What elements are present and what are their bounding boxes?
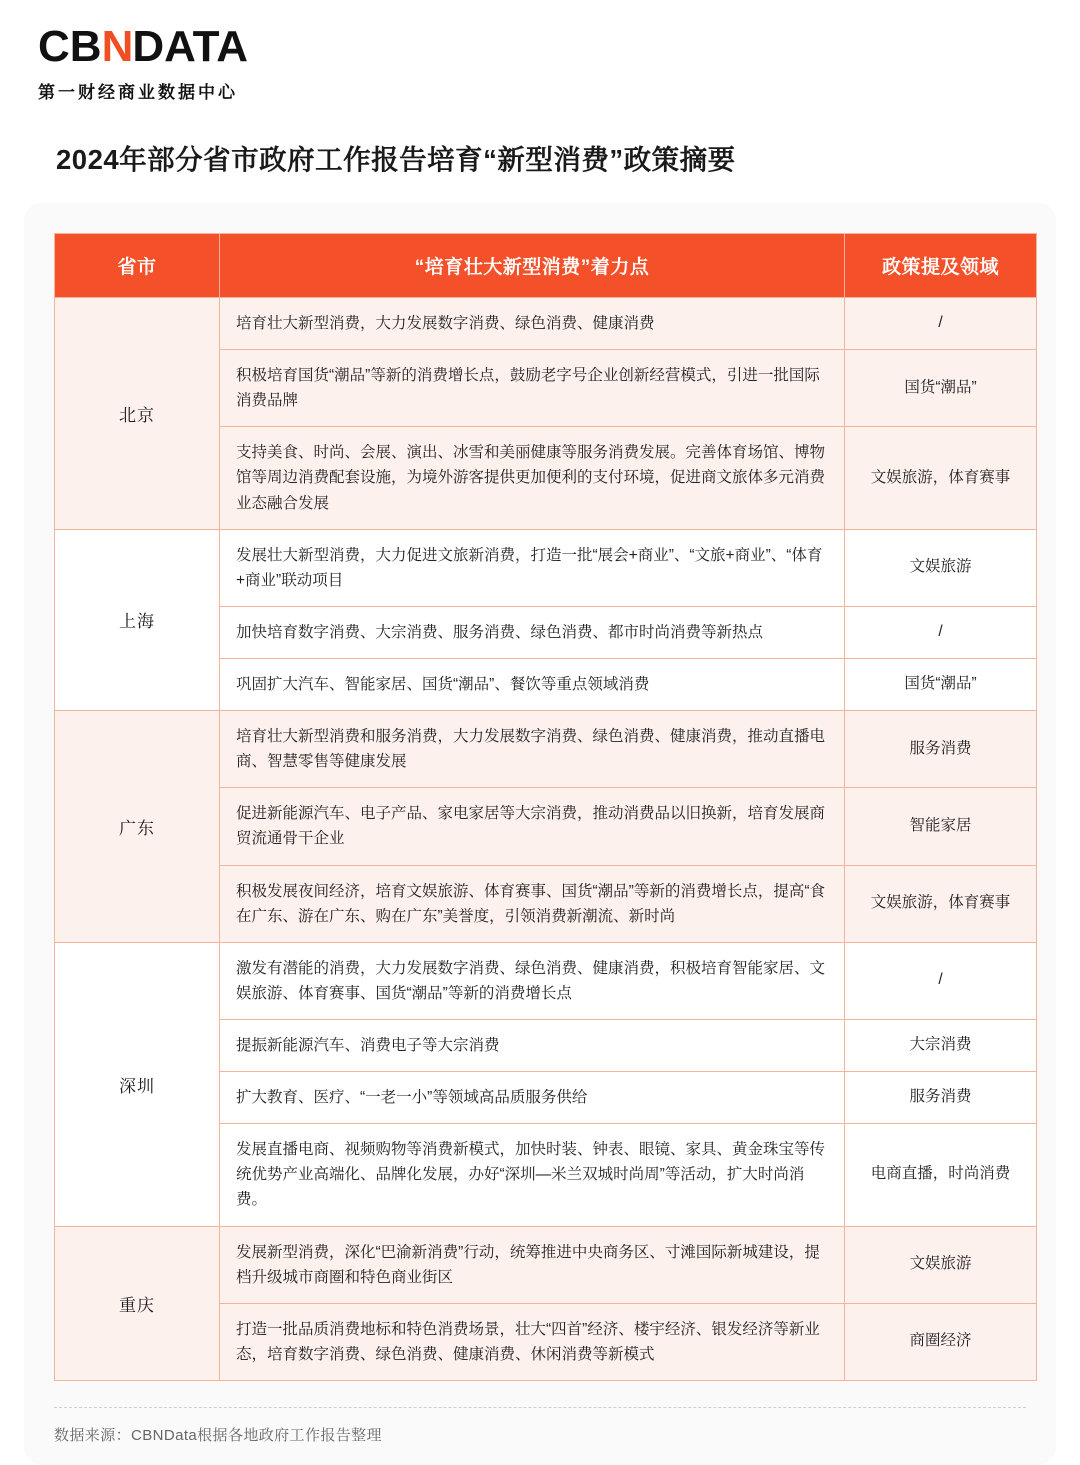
- cell-province: 深圳: [55, 942, 220, 1226]
- logo-text-data: DATA: [132, 22, 249, 71]
- column-header-field: 政策提及领域: [845, 234, 1037, 298]
- table-row: [55, 1226, 1037, 1303]
- cell-focus-point: 促进新能源汽车、电子产品、家电家居等大宗消费，推动消费品以旧换新，培育发展商贸流通骨干企业: [220, 788, 845, 865]
- cell-focus-point: 扩大教育、医疗、“一老一小”等领域高品质服务供给: [220, 1072, 845, 1124]
- table-row: [55, 942, 1037, 1019]
- cell-policy-field: /: [845, 606, 1037, 658]
- cell-focus-point: 积极发展夜间经济，培育文娱旅游、体育赛事、国货“潮品”等新的消费增长点，提高“食在广东、游在广东、购在广东”美誉度，引领消费新潮流、新时尚: [220, 865, 845, 942]
- logo-text-accent: N: [101, 22, 133, 71]
- logo-wordmark: [38, 22, 1080, 72]
- cell-focus-point: 激发有潜能的消费，大力发展数字消费、绿色消费、健康消费，积极培育智能家居、文娱旅游、体育赛事、国货“潮品”等新的消费增长点: [220, 942, 845, 1019]
- cell-focus-point: 发展壮大新型消费，大力促进文旅新消费，打造一批“展会+商业”、“文旅+商业”、“体育+商业”联动项目: [220, 529, 845, 606]
- source-note: 数据来源：CBNData根据各地政府工作报告整理: [54, 1426, 382, 1444]
- table-header-row: [55, 234, 1037, 298]
- cell-province: 广东: [55, 711, 220, 943]
- cell-focus-point: 支持美食、时尚、会展、演出、冰雪和美丽健康等服务消费发展。完善体育场馆、博物馆等周边消费配套设施，为境外游客提供更加便利的支付环境，促进商文旅体多元消费业态融合发展: [220, 427, 845, 529]
- cell-policy-field: 服务消费: [845, 711, 1037, 788]
- cell-province: 北京: [55, 298, 220, 530]
- cell-policy-field: 文娱旅游: [845, 529, 1037, 606]
- footer-divider: [54, 1407, 1026, 1408]
- logo-tagline: 第一财经商业数据中心: [38, 83, 238, 102]
- cell-policy-field: /: [845, 942, 1037, 1019]
- cell-province: 重庆: [55, 1226, 220, 1380]
- cell-policy-field: 电商直播，时尚消费: [845, 1124, 1037, 1226]
- cell-focus-point: 积极培育国货“潮品”等新的消费增长点，鼓励老字号企业创新经营模式，引进一批国际消费品牌: [220, 350, 845, 427]
- cell-focus-point: 加快培育数字消费、大宗消费、服务消费、绿色消费、都市时尚消费等新热点: [220, 606, 845, 658]
- cell-focus-point: 打造一批品质消费地标和特色消费场景，壮大“四首”经济、楼宇经济、银发经济等新业态，培育数字消费、绿色消费、健康消费、休闲消费等新模式: [220, 1303, 845, 1380]
- column-header-focus: “培育壮大新型消费”着力点: [220, 234, 845, 298]
- cell-policy-field: 大宗消费: [845, 1019, 1037, 1071]
- table-row: [55, 529, 1037, 606]
- cell-policy-field: /: [845, 298, 1037, 350]
- cell-policy-field: 国货“潮品”: [845, 658, 1037, 710]
- cell-policy-field: 商圈经济: [845, 1303, 1037, 1380]
- cell-policy-field: 国货“潮品”: [845, 350, 1037, 427]
- column-header-province: 省市: [55, 234, 220, 298]
- cell-focus-point: 提振新能源汽车、消费电子等大宗消费: [220, 1019, 845, 1071]
- cell-policy-field: 文娱旅游，体育赛事: [845, 427, 1037, 529]
- cell-focus-point: 培育壮大新型消费，大力发展数字消费、绿色消费、健康消费: [220, 298, 845, 350]
- table-row: [55, 711, 1037, 788]
- content-card: [24, 203, 1056, 1465]
- table-row: [55, 298, 1037, 350]
- cell-policy-field: 文娱旅游: [845, 1226, 1037, 1303]
- page-title: 2024年部分省市政府工作报告培育“新型消费”政策摘要: [56, 144, 736, 175]
- logo-text-cbn: CB: [38, 22, 102, 71]
- policy-table: [54, 233, 1037, 1381]
- cell-province: 上海: [55, 529, 220, 710]
- cell-focus-point: 巩固扩大汽车、智能家居、国货“潮品”、餐饮等重点领域消费: [220, 658, 845, 710]
- cell-focus-point: 发展新型消费，深化“巴渝新消费”行动，统筹推进中央商务区、寸滩国际新城建设，提档升级城市商圈和特色商业街区: [220, 1226, 845, 1303]
- cell-focus-point: 发展直播电商、视频购物等消费新模式，加快时装、钟表、眼镜、家具、黄金珠宝等传统优势产业高端化、品牌化发展，办好“深圳—米兰双城时尚周”等活动，扩大时尚消费。: [220, 1124, 845, 1226]
- brand-logo: [0, 0, 1080, 103]
- cell-focus-point: 培育壮大新型消费和服务消费，大力发展数字消费、绿色消费、健康消费，推动直播电商、智慧零售等健康发展: [220, 711, 845, 788]
- cell-policy-field: 智能家居: [845, 788, 1037, 865]
- table-header: [55, 234, 1037, 298]
- cell-policy-field: 服务消费: [845, 1072, 1037, 1124]
- cell-policy-field: 文娱旅游，体育赛事: [845, 865, 1037, 942]
- table-body: [55, 298, 1037, 1381]
